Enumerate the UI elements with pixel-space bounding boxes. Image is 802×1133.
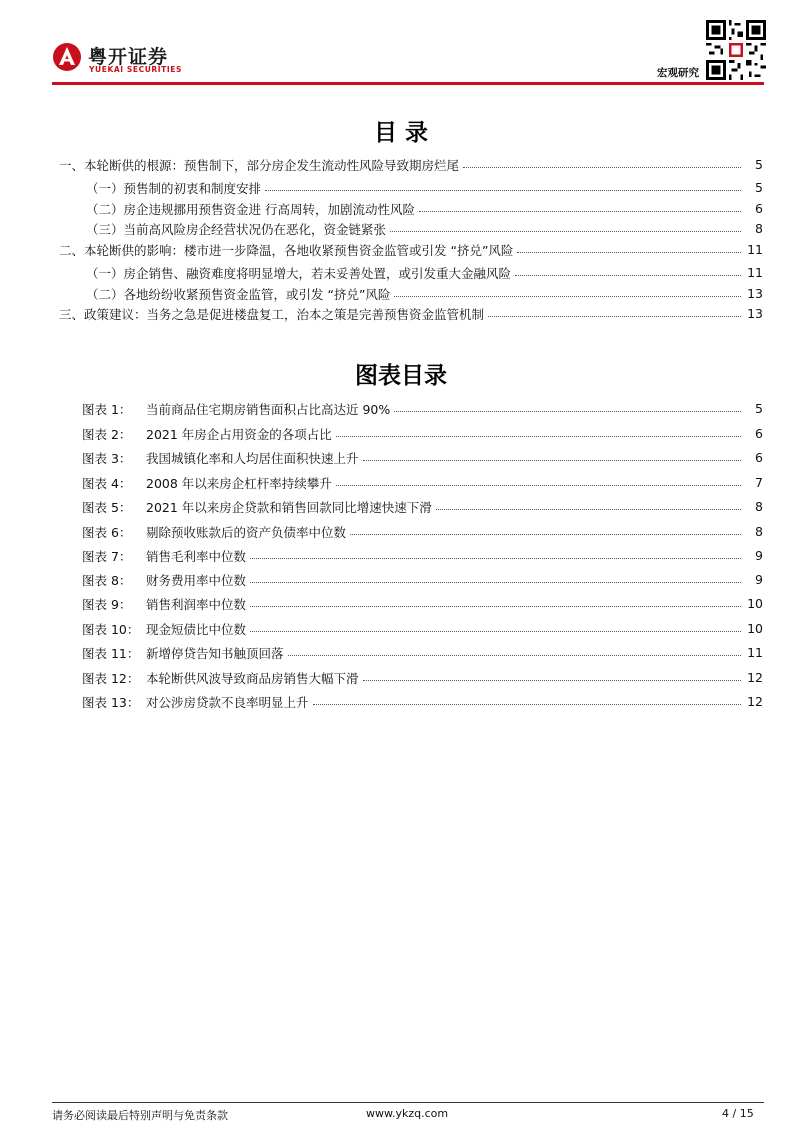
toc-leader [436, 509, 741, 510]
toc-item-text: 一、本轮断供的根源：预售制下，部分房企发生流动性风险导致期房烂尾 [59, 157, 460, 173]
toc-item-page: 5 [755, 180, 763, 195]
toc-leader [336, 436, 741, 437]
toc-leader [419, 211, 741, 212]
toc-leader [463, 167, 741, 168]
figure-item[interactable] [82, 399, 763, 418]
figure-item-title: 新增停贷告知书触顶回落 [146, 645, 284, 661]
footer-divider [52, 1102, 764, 1103]
figure-item-page: 6 [755, 450, 763, 465]
toc-leader [250, 631, 741, 632]
toc-item[interactable] [59, 155, 763, 174]
logo-english-name: YUEKAI SECURITIES [89, 65, 182, 74]
toc-leader [350, 534, 741, 535]
figure-item-page: 7 [755, 475, 763, 490]
figure-item-label: 图表 13： [82, 694, 140, 710]
figure-item-title: 销售利润率中位数 [146, 596, 247, 612]
figure-item-page: 9 [755, 572, 763, 587]
toc-item-page: 13 [747, 286, 763, 301]
toc-item[interactable] [59, 240, 763, 259]
toc-item-text: （一）预售制的初衷和制度安排 [86, 180, 262, 196]
figure-item-page: 11 [747, 645, 763, 660]
toc-leader [363, 680, 741, 681]
toc-item-page: 6 [755, 201, 763, 216]
toc-leader [390, 231, 741, 232]
company-logo [52, 42, 187, 76]
figure-item-page: 8 [755, 499, 763, 514]
figure-item-page: 10 [747, 621, 763, 636]
footer-disclaimer: 请务必阅读最后特别声明与免责条款 [52, 1109, 228, 1122]
toc-item-text: （一）房企销售、融资难度将明显增大，若未妥善处置，或引发重大金融风险 [86, 265, 512, 281]
figure-item-title: 当前商品住宅期房销售面积占比高达近 90% [146, 401, 391, 417]
figure-item[interactable] [82, 497, 763, 516]
toc-item[interactable] [86, 219, 763, 238]
toc-item[interactable] [86, 263, 763, 282]
figure-item-title: 财务费用率中位数 [146, 572, 247, 588]
figure-item-label: 图表 11： [82, 645, 140, 661]
toc-item[interactable] [86, 178, 763, 197]
yuekai-logo-icon [52, 42, 82, 72]
toc-leader [250, 606, 741, 607]
toc-leader [336, 485, 741, 486]
figure-item-title: 对公涉房贷款不良率明显上升 [146, 694, 309, 710]
toc-leader [250, 582, 741, 583]
footer-page-indicator: 4 / 15 [722, 1107, 754, 1120]
figure-item-page: 12 [747, 670, 763, 685]
figure-item-page: 8 [755, 524, 763, 539]
figure-item-title: 现金短债比中位数 [146, 621, 247, 637]
toc-item-text: （三）当前高风险房企经营状况仍在恶化，资金链紧张 [86, 221, 387, 237]
figure-item-label: 图表 6： [82, 524, 132, 540]
figure-item-title: 2021 年房企占用资金的各项占比 [146, 426, 332, 442]
header-divider [52, 82, 764, 85]
figure-item-page: 6 [755, 426, 763, 441]
figure-item-page: 5 [755, 401, 763, 416]
figure-item-label: 图表 9： [82, 596, 132, 612]
toc-item-page: 11 [747, 265, 763, 280]
toc-item-page: 5 [755, 157, 763, 172]
figure-item-page: 10 [747, 596, 763, 611]
figure-item[interactable] [82, 570, 763, 589]
figure-item[interactable] [82, 473, 763, 492]
figure-item-page: 12 [747, 694, 763, 709]
figure-item[interactable] [82, 643, 763, 662]
section-label: 宏观研究 [657, 67, 699, 79]
figure-item-title: 2008 年以来房企杠杆率持续攀升 [146, 475, 332, 491]
toc-item[interactable] [86, 199, 763, 218]
figure-item[interactable] [82, 522, 763, 541]
toc-leader [394, 296, 741, 297]
figure-item-label: 图表 8： [82, 572, 132, 588]
toc-title: 目 录 [373, 120, 428, 146]
page-header [0, 0, 802, 90]
figure-item-label: 图表 1： [82, 401, 132, 417]
figure-item-title: 剔除预收账款后的资产负债率中位数 [146, 524, 347, 540]
toc-leader [250, 558, 741, 559]
toc-item-text: （二）房企违规挪用预售资金进 行高周转，加剧流动性风险 [86, 201, 415, 217]
figure-item[interactable] [82, 668, 763, 687]
figure-item-title: 本轮断供风波导致商品房销售大幅下滑 [146, 670, 359, 686]
toc-item[interactable] [59, 304, 763, 323]
toc-leader [265, 190, 741, 191]
toc-item-text: 二、本轮断供的影响：楼市进一步降温，各地收紧预售资金监管或引发 “挤兑”风险 [59, 242, 514, 258]
figure-item-label: 图表 12： [82, 670, 140, 686]
logo-chinese-name: 粤开证券 [88, 46, 169, 68]
qr-code-icon [706, 20, 766, 80]
figure-item-page: 9 [755, 548, 763, 563]
toc-leader [363, 460, 741, 461]
toc-item-page: 13 [747, 306, 763, 321]
figure-item[interactable] [82, 619, 763, 638]
toc-item-text: 三、政策建议：当务之急是促进楼盘复工，治本之策是完善预售资金监管机制 [59, 306, 485, 322]
toc-leader [488, 316, 741, 317]
toc-leader [288, 655, 741, 656]
toc-leader [515, 275, 741, 276]
toc-item-text: （二）各地纷纷收紧预售资金监管，或引发 “挤兑”风险 [86, 286, 391, 302]
figure-item[interactable] [82, 692, 763, 711]
figure-item-label: 图表 3： [82, 450, 132, 466]
toc-item[interactable] [86, 284, 763, 303]
figure-item-title: 我国城镇化率和人均居住面积快速上升 [146, 450, 359, 466]
figure-item[interactable] [82, 424, 763, 443]
footer-website: www.ykzq.com [366, 1107, 449, 1120]
figure-list-title: 图表目录 [355, 363, 447, 389]
figure-item[interactable] [82, 448, 763, 467]
toc-leader [394, 411, 741, 412]
figure-item-label: 图表 4： [82, 475, 132, 491]
toc-item-page: 8 [755, 221, 763, 236]
figure-item[interactable] [82, 594, 763, 613]
figure-item-label: 图表 7： [82, 548, 132, 564]
toc-item-page: 11 [747, 242, 763, 257]
figure-item-label: 图表 5： [82, 499, 132, 515]
figure-item-label: 图表 2： [82, 426, 132, 442]
toc-leader [517, 252, 741, 253]
figure-item-label: 图表 10： [82, 621, 140, 637]
figure-item-title: 销售毛利率中位数 [146, 548, 247, 564]
figure-item-title: 2021 年以来房企贷款和销售回款同比增速快速下滑 [146, 499, 432, 515]
figure-item[interactable] [82, 546, 763, 565]
toc-leader [313, 704, 741, 705]
